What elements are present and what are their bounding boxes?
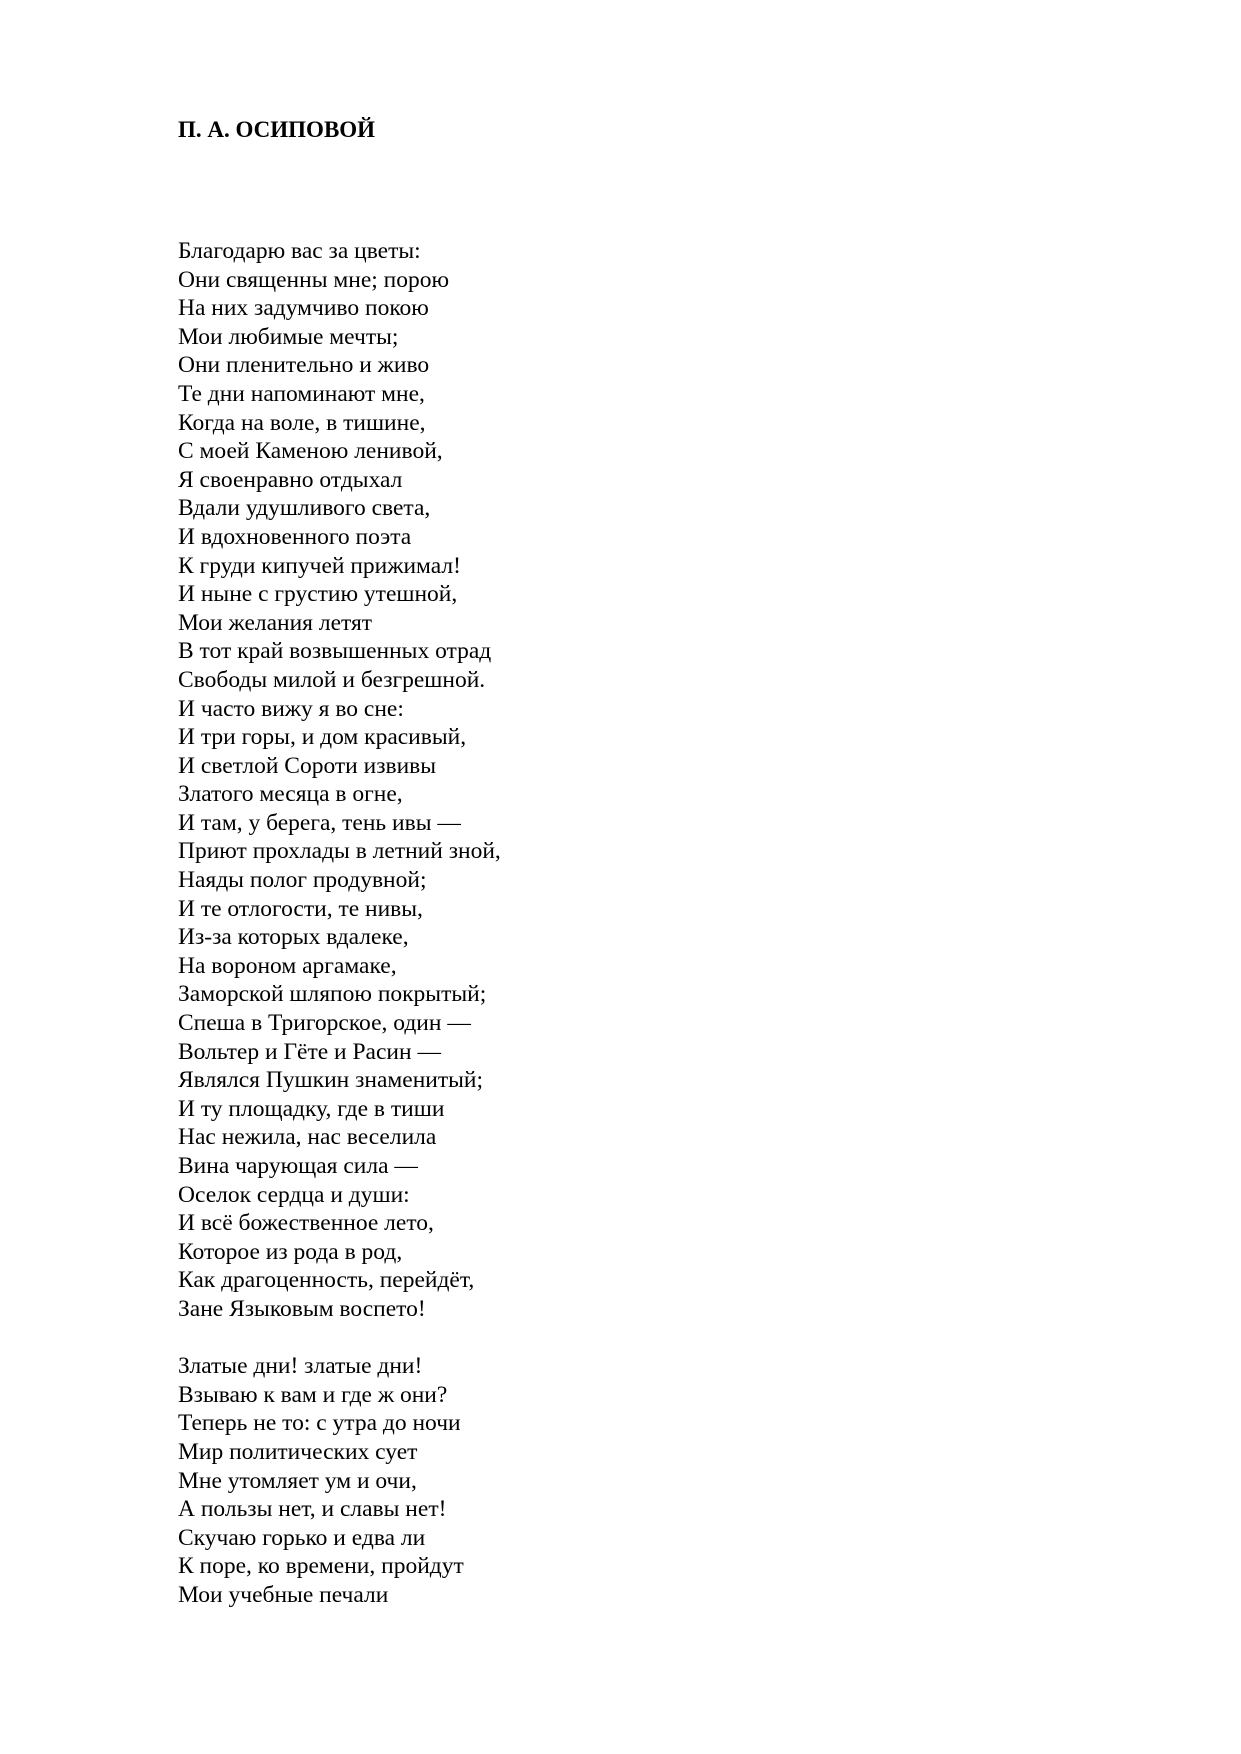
poem-line: Свободы милой и безгрешной. — [178, 666, 486, 693]
poem-line: С моей Каменою ленивой, — [178, 438, 443, 465]
poem-line: И там, у берега, тень ивы — — [178, 809, 461, 836]
poem-line: Которое из рода в род, — [178, 1238, 403, 1265]
poem-line: И те отлогости, те нивы, — [178, 895, 423, 922]
poem-line: Мои желания летят — [178, 609, 373, 636]
poem-line: Они священны мне; порою — [178, 266, 450, 293]
poem-line: Они пленительно и живо — [178, 352, 430, 379]
poem-line: К груди кипучей прижимал! — [178, 552, 461, 579]
poem-body — [178, 237, 501, 1610]
poem-line: И светлой Сороти извивы — [178, 752, 437, 779]
poem-line: На вороном аргамаке, — [178, 952, 397, 979]
poem-line: Мои учебные печали — [178, 1581, 389, 1608]
poem-line: Оселок сердца и души: — [178, 1181, 410, 1208]
poem-line: Благодарю вас за цветы: — [178, 238, 421, 264]
poem-line: Спеша в Тригорское, один — — [178, 1010, 471, 1037]
poem-line: Я своенравно отдыхал — [178, 466, 403, 493]
poem-line: Нас нежила, нас веселила — [178, 1124, 437, 1151]
poem-line: А пользы нет, и славы нет! — [178, 1496, 447, 1523]
poem-line: Мир политических сует — [178, 1438, 418, 1465]
poem-line: Когда на воле, в тишине, — [178, 409, 426, 436]
poem-line: К поре, ко времени, пройдут — [178, 1553, 464, 1580]
poem-line: Златые дни! златые дни! — [178, 1353, 423, 1380]
poem-line: Вдали удушливого света, — [178, 495, 431, 522]
poem-line: На них задумчиво покою — [178, 295, 429, 322]
poem-line: Скучаю горько и едва ли — [178, 1524, 426, 1551]
poem-line: Являлся Пушкин знаменитый; — [178, 1067, 484, 1094]
poem-line: И часто вижу я во сне: — [178, 695, 404, 722]
poem-line: Заморской шляпою покрытый; — [178, 981, 487, 1008]
poem-line: Из-за которых вдалеке, — [178, 924, 409, 951]
poem-line: Мои любимые мечты; — [178, 323, 399, 350]
poem-line: Приют прохлады в летний зной, — [178, 838, 501, 865]
poem-line: Наяды полог продувной; — [178, 867, 427, 894]
poem-line: Вина чарующая сила — — [178, 1153, 418, 1179]
poem-line: Теперь не то: с утра до ночи — [178, 1410, 461, 1437]
poem-line: Вольтер и Гёте и Расин — — [178, 1038, 441, 1065]
poem-line: В тот край возвышенных отрад — [178, 638, 492, 665]
poem-stanza — [178, 237, 501, 1324]
poem-line: И ту площадку, где в тиши — [178, 1095, 445, 1122]
poem-line: И вдохновенного поэта — [178, 523, 412, 550]
poem-title: П. А. ОСИПОВОЙ — [178, 117, 376, 142]
poem-line: Зане Языковым воспето! — [178, 1295, 426, 1322]
poem-line: Мне утомляет ум и очи, — [178, 1467, 417, 1494]
poem-line: И ныне с грустию утешной, — [178, 581, 458, 608]
poem-line: Как драгоценность, перейдёт, — [178, 1267, 475, 1294]
poem-line: Взываю к вам и где ж они? — [178, 1381, 448, 1408]
poem-line: Златого месяца в огне, — [178, 781, 403, 808]
poem-stanza — [178, 1352, 501, 1609]
poem-line: И всё божественное лето, — [178, 1210, 434, 1237]
poem-line: И три горы, и дом красивый, — [178, 724, 467, 751]
poem-line: Те дни напоминают мне, — [178, 380, 425, 407]
